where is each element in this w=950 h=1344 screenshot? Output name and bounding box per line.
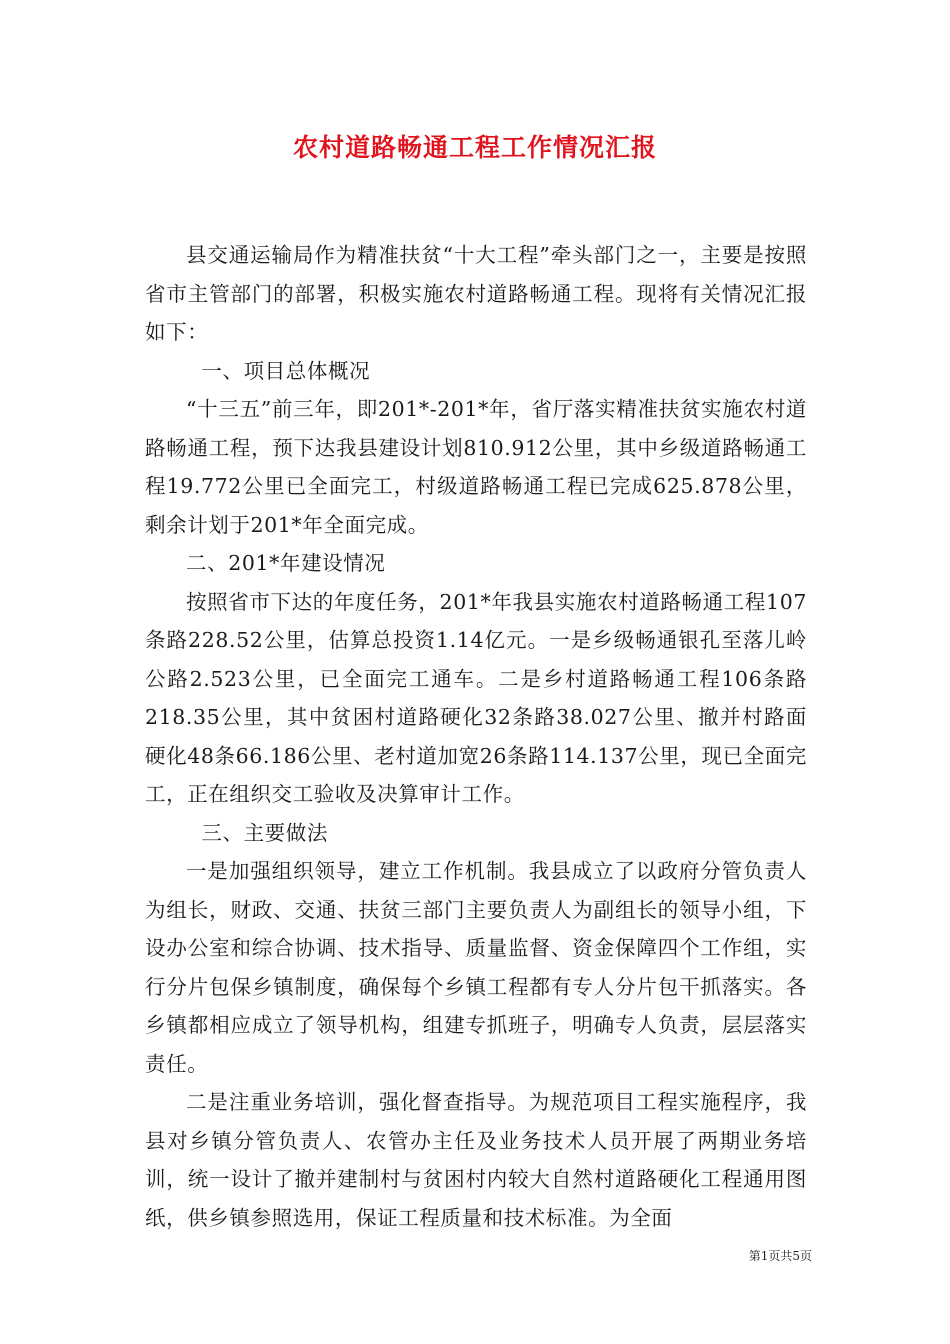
overview-paragraph: “十三五”前三年，即201*-201*年，省厅落实精准扶贫实施农村道路畅通工程，预下达我县建设计划810.912公里，其中乡级道路畅通工程19.772公里已全面完工，村级道路畅通工程已完成625.878公里，剩余计划于201*年全面完成。: [145, 397, 807, 537]
practice-paragraph-2: 二是注重业务培训，强化督查指导。为规范项目工程实施程序，我县对乡镇分管负责人、农管办主任及业务技术人员开展了两期业务培训，统一设计了撤并建制村与贫困村内较大自然村道路硬化工程通用图纸，供乡镇参照选用，保证工程质量和技术标准。为全面: [145, 1090, 807, 1230]
construction-paragraph: 按照省市下达的年度任务，201*年我县实施农村道路畅通工程107条路228.52公里，估算总投资1.14亿元。一是乡级畅通银孔至落儿岭公路2.523公里，已全面完工通车。二是乡村道路畅通工程106条路218.35公里，其中贫困村道路硬化32条路38.027公里、撤并村路面硬化48条66.186公里、老村道加宽26条路114.137公里，现已全面完工，正在组织交工验收及决算审计工作。: [145, 589, 807, 806]
document-title: 农村道路畅通工程工作情况汇报: [292, 133, 657, 162]
practice-paragraph-1: 一是加强组织领导，建立工作机制。我县成立了以政府分管负责人为组长，财政、交通、扶贫三部门主要负责人为副组长的领导小组，下设办公室和综合协调、技术指导、质量监督、资金保障四个工作组，实行分片包保乡镇制度，确保每个乡镇工程都有专人分片包干抓落实。各乡镇都相应成立了领导机构，组建专抓班子，明确专人负责，层层落实责任。: [145, 859, 807, 1076]
section-heading-overview: 一、项目总体概况: [201, 358, 371, 383]
section-heading-construction: 二、201*年建设情况: [186, 551, 386, 575]
page-number: 第1页共5页: [748, 1249, 812, 1263]
intro-paragraph: 县交通运输局作为精准扶贫“十大工程”牵头部门之一，主要是按照省市主管部门的部署，积极实施农村道路畅通工程。现将有关情况汇报如下：: [145, 243, 807, 344]
document-body: [145, 236, 807, 1237]
section-heading-practices: 三、主要做法: [201, 820, 328, 845]
